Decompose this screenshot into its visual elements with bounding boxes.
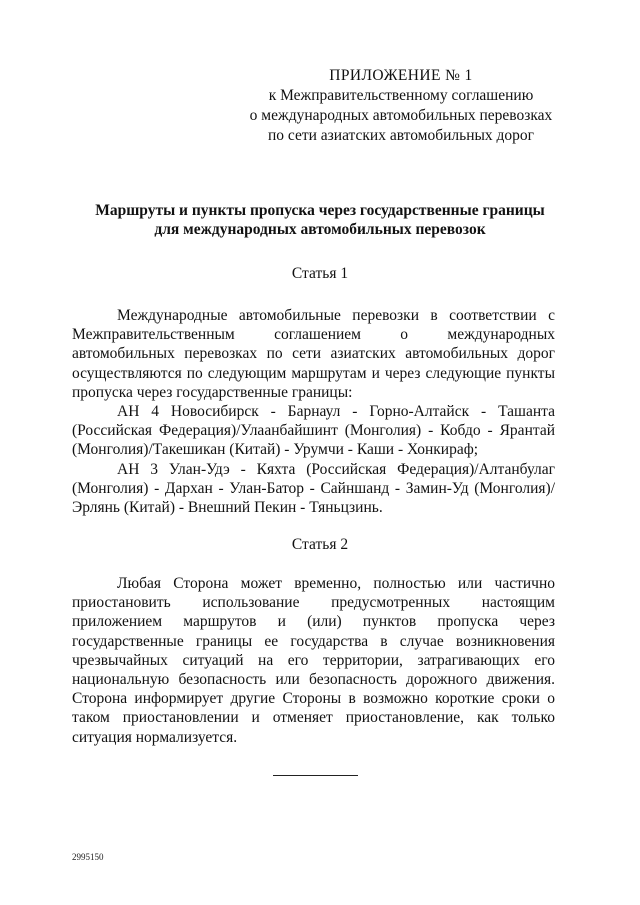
appendix-subtitle-line-1: к Межправительственному соглашению: [268, 87, 534, 104]
document-title: [60, 201, 580, 239]
article-1-intro: Международные автомобильные перевозки в соответствии с Межправительственным соглашением о международных автомобильных перевозках по сети азиатских автомобильных дорог осуществляются по следующим маршрутам и через следующие пункты пропуска через государственные границы:: [72, 307, 555, 401]
appendix-subtitle-line-2: о международных автомобильных перевозках: [249, 107, 553, 124]
appendix-header: [246, 66, 556, 146]
article-2-body: [72, 574, 555, 747]
document-number: 2995150: [72, 852, 104, 862]
route-ah3: АН 3 Улан-Удэ - Кяхта (Российская Федерация)/Алтанбулаг (Монголия) - Дархан - Улан-Батор - Сайншанд - Замин-Уд (Монголия)/Эрлянь (Китай) - Внешний Пекин - Тяньцзинь.: [72, 460, 555, 517]
article-1-body: [72, 306, 555, 517]
article-2-text: Любая Сторона может временно, полностью или частично приостановить использование предусмотренных настоящим приложением маршрутов и (или) пунктов пропуска через государственные границы ее государства в случае возникновения чрезвычайных ситуаций на его территории, затрагивающих его национальную безопасность или безопасность дорожного движения. Сторона информирует другие Стороны в возможно короткие сроки о таком приостановлении и отменяет приостановление, как только ситуация нормализуется.: [72, 575, 555, 746]
appendix-title: ПРИЛОЖЕНИЕ № 1: [329, 67, 473, 84]
document-title-line-2: для международных автомобильных перевозок: [154, 221, 486, 238]
appendix-subtitle-line-3: по сети азиатских автомобильных дорог: [267, 127, 535, 144]
document-title-line-1: Маршруты и пункты пропуска через государственные границы: [95, 202, 545, 219]
end-divider: [273, 775, 358, 776]
article-1-heading: Статья 1: [291, 265, 349, 282]
article-2-heading: Статья 2: [291, 536, 349, 553]
route-ah4: АН 4 Новосибирск - Барнаул - Горно-Алтайск - Ташанта (Российская Федерация)/Улаанбайшинт (Монголия) - Кобдо - Ярантай (Монголия)/Такешикан (Китай) - Урумчи - Каши - Хонкираф;: [72, 403, 555, 459]
